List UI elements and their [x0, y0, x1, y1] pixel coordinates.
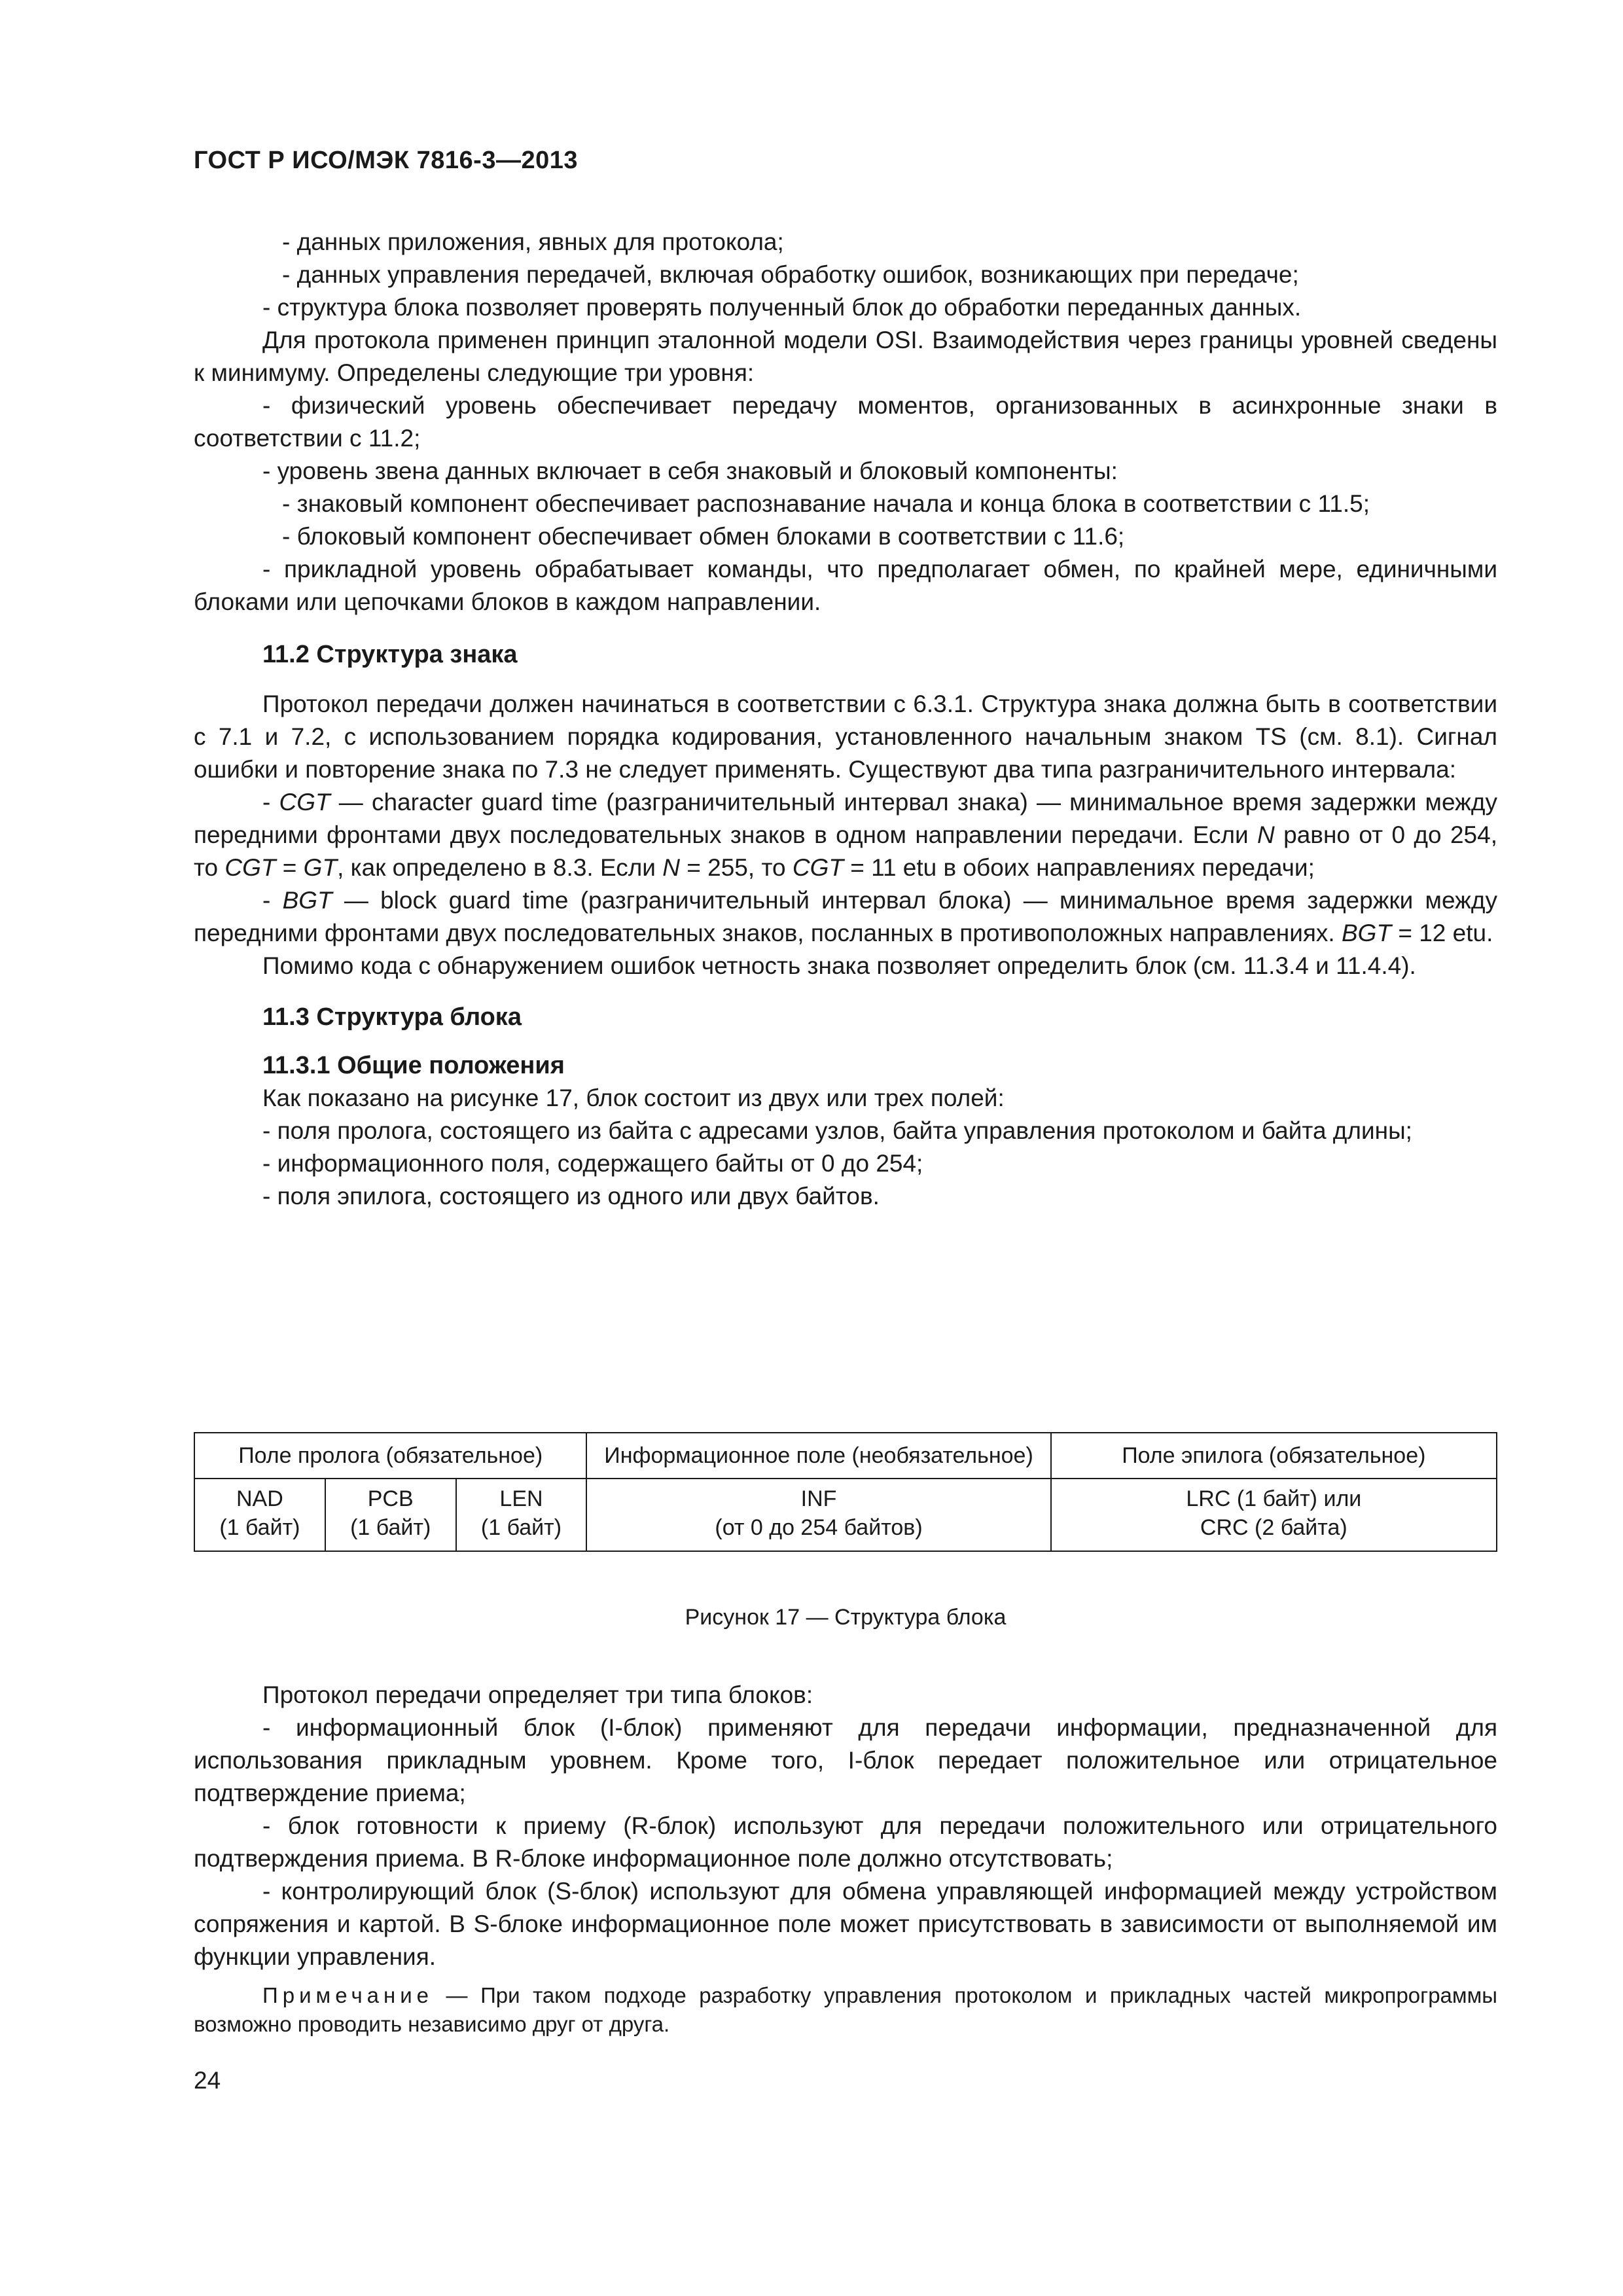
- body-text-upper: [194, 226, 1497, 1213]
- block-structure-table: [194, 1432, 1497, 1552]
- epilogue-header: Поле эпилога (обязательное): [1051, 1433, 1497, 1479]
- note-text: — При таком подходе разработку управления протоколом и прикладных частей микропрограммы возможно проводить независимо друг от друга.: [194, 1983, 1497, 2036]
- paragraph: - контролирующий блок (S-блок) используют для обмена управляющей информацией между устройством сопряжения и картой. В S-блоке информационное поле может присутствовать в зависимости от выполняемой им функции управления.: [194, 1878, 1497, 1970]
- paragraph: - данных приложения, явных для протокола;: [282, 228, 784, 255]
- note-label: Примечание: [262, 1983, 434, 2007]
- epilogue-cell: LRC (1 байт) или CRC (2 байта): [1051, 1479, 1497, 1551]
- paragraph: - поля пролога, состоящего из байта с адресами узлов, байта управления протоколом и байта длины;: [262, 1117, 1412, 1144]
- figure-caption: Рисунок 17 — Структура блока: [685, 1605, 1007, 1630]
- len-cell: LEN (1 байт): [456, 1479, 587, 1551]
- paragraph: - информационный блок (I-блок) применяют для передачи информации, предназначенной для использования прикладным уровнем. Кроме того, I-блок передает положительное или отрицательное подтверждение приема;: [194, 1714, 1497, 1806]
- paragraph: - поля эпилога, состоящего из одного или двух байтов.: [262, 1183, 880, 1210]
- cgt-definition: - CGT — character guard time (разграничительный интервал знака) — минимальное время задержки между передними фронтами двух последовательных знаков в одном направлении передачи. Если N равно от 0 до 254, то CGT = GT, как определено в 8.3. Если N = 255, то CGT = 11 etu в обоих направлениях передачи;: [194, 789, 1497, 881]
- paragraph: - информационного поля, содержащего байты от 0 до 254;: [262, 1150, 923, 1177]
- prologue-header: Поле пролога (обязательное): [194, 1433, 586, 1479]
- document-header: ГОСТ Р ИСО/МЭК 7816-3—2013: [194, 147, 578, 174]
- paragraph: - физический уровень обеспечивает передачу моментов, организованных в асинхронные знаки в соответствии с 11.2;: [194, 392, 1497, 452]
- subsection-heading-11-3-1: 11.3.1 Общие положения: [262, 1052, 565, 1079]
- section-heading-11-2: 11.2 Структура знака: [262, 641, 518, 668]
- paragraph: - блоковый компонент обеспечивает обмен блоками в соответствии с 11.6;: [282, 523, 1125, 550]
- inf-cell: INF (от 0 до 254 байтов): [586, 1479, 1050, 1551]
- paragraph: - прикладной уровень обрабатывает команды, что предполагает обмен, по крайней мере, единичными блоками или цепочками блоков в каждом направлении.: [194, 556, 1497, 615]
- pcb-cell: PCB (1 байт): [325, 1479, 456, 1551]
- section-heading-11-3: 11.3 Структура блока: [262, 1003, 522, 1031]
- information-header: Информационное поле (необязательное): [586, 1433, 1050, 1479]
- note: [194, 1981, 1497, 2039]
- nad-cell: NAD (1 байт): [194, 1479, 325, 1551]
- paragraph: - блок готовности к приему (R-блок) используют для передачи положительного или отрицательного подтверждения приема. В R-блоке информационное поле должно отсутствовать;: [194, 1812, 1497, 1872]
- page-number: 24: [194, 2067, 221, 2094]
- bgt-definition: - BGT — block guard time (разграничительный интервал блока) — минимальное время задержки между передними фронтами двух последовательных знаков, посланных в противоположных направлениях. BGT = 12 etu.: [194, 887, 1497, 946]
- paragraph: - уровень звена данных включает в себя знаковый и блоковый компоненты:: [262, 457, 1118, 484]
- paragraph: - знаковый компонент обеспечивает распознавание начала и конца блока в соответствии с 11.5;: [282, 490, 1370, 517]
- paragraph: Помимо кода с обнаружением ошибок четность знака позволяет определить блок (см. 11.3.4 и 11.4.4).: [262, 952, 1416, 979]
- paragraph: Протокол передачи определяет три типа блоков:: [262, 1681, 813, 1708]
- paragraph: - структура блока позволяет проверять полученный блок до обработки переданных данных.: [262, 294, 1302, 321]
- paragraph: Протокол передачи должен начинаться в соответствии с 6.3.1. Структура знака должна быть в соответствии с 7.1 и 7.2, с использованием порядка кодирования, установленного начальным знаком TS (см. 8.1). Сигнал ошибки и повторение знака по 7.3 не следует применять. Существуют два типа разграничительного интервала:: [194, 691, 1497, 783]
- paragraph: - данных управления передачей, включая обработку ошибок, возникающих при передаче;: [282, 261, 1299, 288]
- paragraph: Для протокола применен принцип эталонной модели OSI. Взаимодействия через границы уровней сведены к минимуму. Определены следующие три уровня:: [194, 327, 1497, 386]
- paragraph: Как показано на рисунке 17, блок состоит из двух или трех полей:: [262, 1085, 1005, 1111]
- body-text-lower: [194, 1679, 1497, 2039]
- block-structure-figure: [194, 1432, 1497, 1552]
